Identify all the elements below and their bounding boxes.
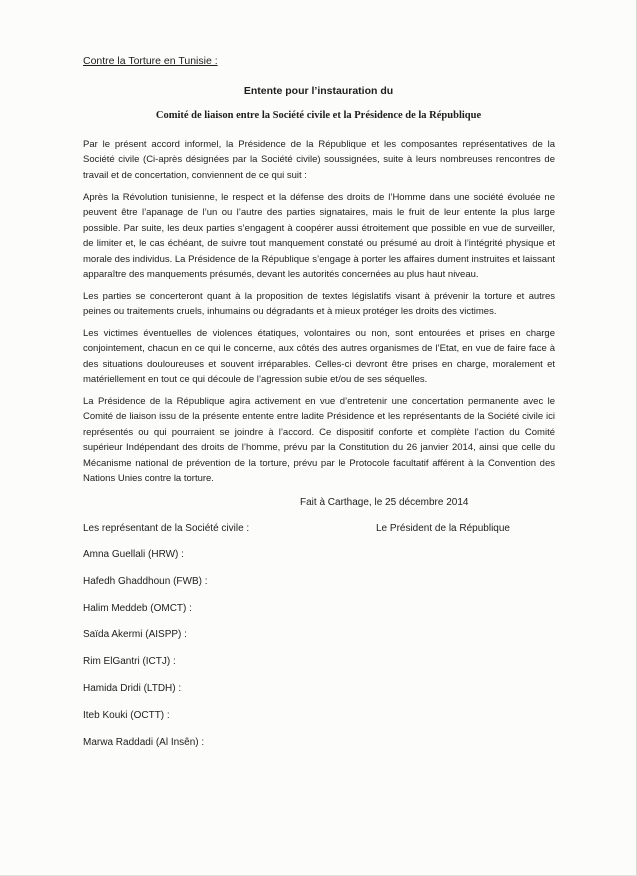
date-line: Fait à Carthage, le 25 décembre 2014 bbox=[300, 497, 469, 508]
paragraph-1: Par le présent accord informel, la Présidence de la République et les composantes représentatives de la Société civile (Ci-après désignées par la Société civile) soussignées, suite à leurs nombreuses rencontres de travail et de concertation, conviennent de ce qui suit : bbox=[83, 139, 555, 181]
document-title: Entente pour l’instauration du bbox=[243, 85, 394, 97]
paragraph-3: Les parties se concerteront quant à la proposition de textes législatifs visant à prévenir la torture et autres peines ou traitements cruels, inhumains ou dégradants et à mieux protéger les droits des victimes. bbox=[83, 291, 555, 318]
civil-society-label: Les représentant de la Société civile : bbox=[83, 523, 250, 534]
signatory-item: Rim ElGantri (ICTJ) : bbox=[83, 656, 176, 668]
president-label: Le Président de la République bbox=[376, 523, 510, 534]
signatory-list bbox=[83, 548, 208, 762]
paragraph-4: Les victimes éventuelles de violences étatiques, volontaires ou non, sont entourées et prises en charge conjointement, chacun en ce qui le concerne, aux côtés des autres organismes de l’Etat, en vue de faire face à des situations douloureuses et souvent irréparables. Celles-ci devront être prises en charge, moralement et matériellement en tout ce qui découle de l’agression subie et/ou de ses séquelles. bbox=[83, 328, 555, 386]
signatory-item: Hafedh Ghaddhoun (FWB) : bbox=[83, 575, 208, 587]
signatory-item: Iteb Kouki (OCTT) : bbox=[83, 709, 170, 721]
signatory-item: Hamida Dridi (LTDH) : bbox=[83, 682, 182, 694]
signatory-item: Saïda Akermi (AISPP) : bbox=[83, 629, 187, 641]
document-subtitle: Comité de liaison entre la Société civile et la Présidence de la République bbox=[155, 110, 482, 121]
signatory-item: Halim Meddeb (OMCT) : bbox=[83, 602, 192, 614]
signatory-item: Marwa Raddadi (Al Insên) : bbox=[83, 736, 205, 748]
paragraph-5: La Présidence de la République agira activement en vue d’entretenir une concertation permanente avec le Comité de liaison issu de la présente entente entre ladite Présidence et les représentants de la Société civile ici représentés ou qui pourraient se joindre à l’accord. Ce dispositif conforte et complète l’action du Comité supérieur Indépendant des droits de l’homme, prévu par la Constitution du 26 janvier 2014, ainsi que celle du Mécanisme national de prévention de la torture, prévu par le Protocole facultatif afférent à la Convention des Nations Unies contre la torture. bbox=[83, 396, 555, 485]
paragraph-2: Après la Révolution tunisienne, le respect et la défense des droits de l’Homme dans une société évoluée ne peuvent être l’apanage de l’un ou l’autre des parties signataires, mais le fruit de leur entente la plus large possible. Par suite, les deux parties s’engagent à coopérer aussi étroitement que possible en vue de surveiller, de limiter et, le cas échéant, de suivre tout manquement constaté ou présumé au droit à l’intégrité physique et morale des individus. La Présidence de la République s’engage à porter les affaires dument instruites et laissant apparaître des manquements présumés, devant les autorités concernées au plus haut niveau. bbox=[83, 192, 555, 281]
document-heading: Contre la Torture en Tunisie : bbox=[83, 55, 218, 67]
signatory-item: Amna Guellali (HRW) : bbox=[83, 549, 184, 560]
